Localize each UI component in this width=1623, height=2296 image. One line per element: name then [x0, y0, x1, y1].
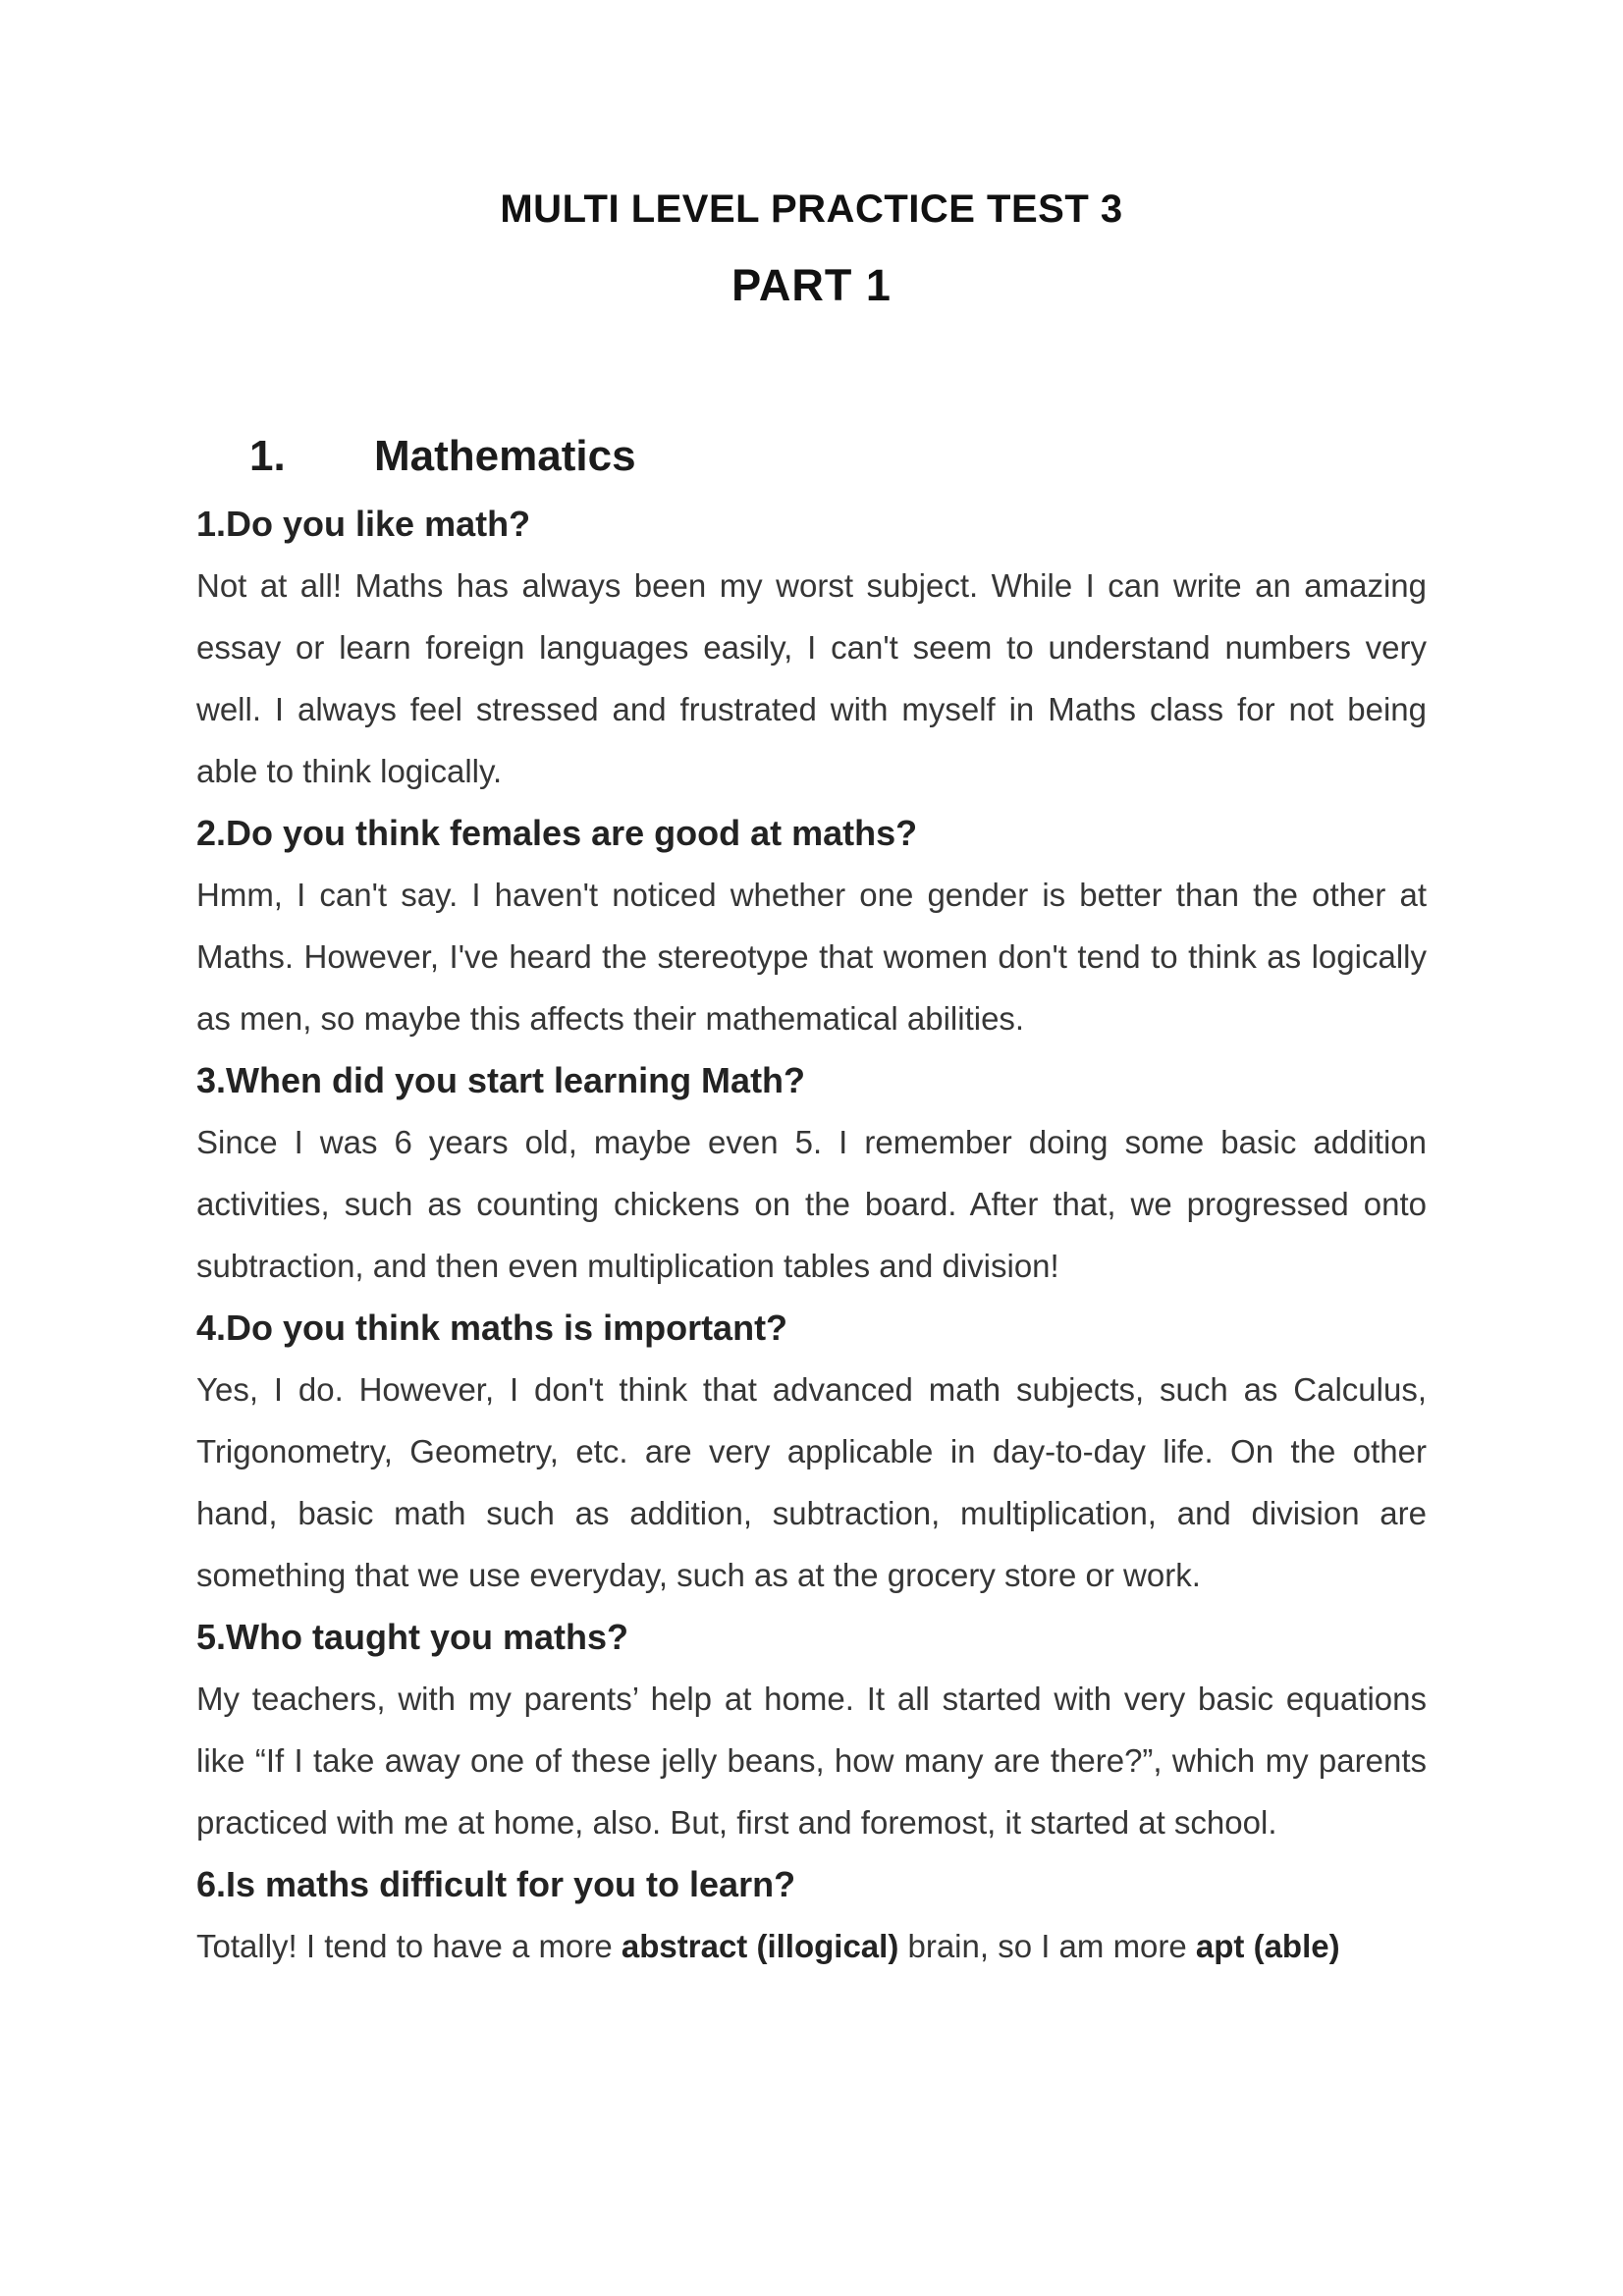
answer-2: Hmm, I can't say. I haven't noticed whether one gender is better than the other at Maths. However, I've heard the stereotype that women don't tend to think as logically as men, so maybe this affects their mathematical abilities. [196, 877, 1427, 1037]
document-title: MULTI LEVEL PRACTICE TEST 3 [500, 187, 1123, 231]
question-1: 1.Do you like math? [196, 504, 531, 544]
qa-block-4 [196, 1297, 1427, 1606]
question-3: 3.When did you start learning Math? [196, 1060, 806, 1100]
answer-4: Yes, I do. However, I don't think that advanced math subjects, such as Calculus, Trigonometry, Geometry, etc. are very applicable in day-to-day life. On the other hand, basic math such as addition, subtraction, multiplication, and division are something that we use everyday, such as at the grocery store or work. [196, 1371, 1427, 1593]
qa-block-6 [196, 1853, 1427, 1977]
qa-block-2 [196, 802, 1427, 1049]
answer-1: Not at all! Maths has always been my worst subject. While I can write an amazing essay or learn foreign languages easily, I can't seem to understand numbers very well. I always feel stressed and frustrated with myself in Maths class for not being able to think logically. [196, 567, 1427, 789]
answer-6-part-1: Totally! I tend to have a more [196, 1928, 622, 1964]
answer-3: Since I was 6 years old, maybe even 5. I remember doing some basic addition activities, such as counting chickens on the board. After that, we progressed onto subtraction, and then even multiplication tables and division! [196, 1124, 1427, 1284]
section-heading [196, 428, 1427, 485]
qa-block-3 [196, 1049, 1427, 1297]
question-4: 4.Do you think maths is important? [196, 1308, 788, 1348]
answer-5: My teachers, with my parents’ help at home. It all started with very basic equations like “If I take away one of these jelly beans, how many are there?”, which my parents practiced with me at home, also. But, first and foremost, it started at school. [196, 1681, 1427, 1841]
qa-block-5 [196, 1606, 1427, 1853]
question-5: 5.Who taught you maths? [196, 1617, 628, 1657]
section-number: 1. [249, 432, 286, 480]
document-subtitle: PART 1 [731, 260, 892, 310]
answer-6 [196, 1915, 1427, 1977]
answer-6-part-2-bold: abstract (illogical) [621, 1928, 899, 1964]
qa-list [196, 493, 1427, 1977]
section-title: Mathematics [374, 432, 636, 480]
answer-6-part-3: brain, so I am more [898, 1928, 1196, 1964]
question-6: 6.Is maths difficult for you to learn? [196, 1864, 796, 1904]
qa-block-1 [196, 493, 1427, 802]
question-2: 2.Do you think females are good at maths? [196, 813, 918, 853]
answer-6-part-4-bold: apt (able) [1195, 1928, 1340, 1964]
